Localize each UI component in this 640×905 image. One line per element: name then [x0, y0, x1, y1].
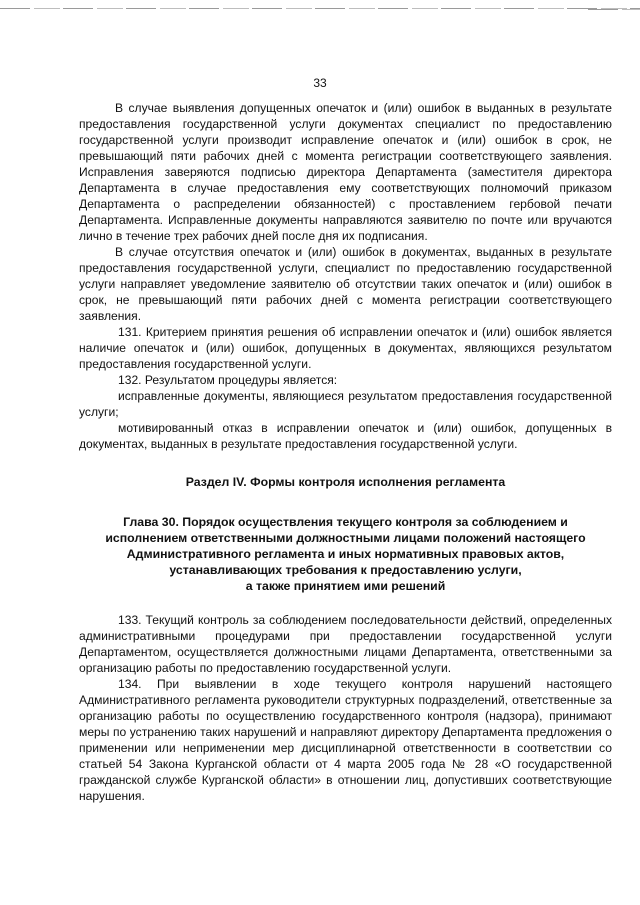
- paragraph-typo-correction: В случае выявления допущенных опечаток и (или) ошибок в выданных в результате предоставления государственной услуги документах специалист по предоставлению государственной услуги производит исправление опечаток и (или) ошибок в срок, не превышающий пяти рабочих дней с момента регистрации соответствующего заявления. Исправления заверяются подписью директора Департамента (заместителя директора Департамента в случае предоставления ему соответствующих полномочий приказом Департамента о распределении обязанностей) с проставлением гербовой печати Департамента. Исправленные документы направляются заявителю по почте или вручаются лично в течение трех рабочих дней после дня их подписания.: [79, 101, 612, 243]
- chapter-title-line: а также принятием ими решений: [245, 579, 446, 593]
- chapter-title: [79, 514, 612, 594]
- paragraph-item-133: 133. Текущий контроль за соблюдением последовательности действий, определенных административными процедурами при предоставлении государственной услуги Департаментом, осуществляется должностными лицами Департамента, ответственными за организацию работы по предоставлению государственной услуги.: [79, 613, 612, 675]
- scan-edge-line: [0, 8, 640, 9]
- chapter-title-line: исполнением ответственными должностными лицами положений настоящего: [105, 531, 586, 545]
- paragraph-result-refusal: мотивированный отказ в исправлении опечаток и (или) ошибок, допущенных в документах, выданных в результате предоставления государственной услуги.: [79, 421, 612, 451]
- paragraph-no-typos: В случае отсутствия опечаток и (или) ошибок в документах, выданных в результате предоставления государственной услуги, специалист по предоставлению государственной услуги направляет уведомление заявителю об отсутствии таких опечаток и (или) ошибок в срок, не превышающий пяти рабочих дней с момента регистрации соответствующего заявления.: [79, 245, 612, 323]
- scan-edge-line-right: [588, 9, 640, 10]
- section-title: Раздел IV. Формы контроля исполнения регламента: [185, 475, 506, 489]
- document-body: [79, 100, 612, 804]
- page-number: 33: [313, 76, 327, 90]
- paragraph-item-131: 131. Критерием принятия решения об исправлении опечаток и (или) ошибок является наличие опечаток и (или) ошибок, допущенных в документах, являющихся результатом предоставления государственной услуги.: [79, 325, 612, 371]
- chapter-title-line: Административного регламента и иных нормативных правовых актов,: [126, 547, 565, 561]
- chapter-title-line: Глава 30. Порядок осуществления текущего контроля за соблюдением и: [123, 515, 568, 529]
- paragraph-result-corrected: исправленные документы, являющиеся результатом предоставления государственной услуги;: [79, 389, 612, 419]
- chapter-title-line: устанавливающих требования к предоставлению услуги,: [169, 563, 522, 577]
- paragraph-item-134: 134. При выявлении в ходе текущего контроля нарушений настоящего Административного регламента руководители структурных подразделений, ответственные за организацию работы по осуществлению государственного контроля (надзора), принимают меры по устранению таких нарушений и направляют директору Департамента предложения о применении или неприменении мер дисциплинарной ответственности в соответствии со статьей 54 Закона Курганской области от 4 марта 2005 года № 28 «О государственной гражданской службе Курганской области» в отношении лиц, допустивших соответствующие нарушения.: [79, 677, 612, 803]
- paragraph-item-132: 132. Результатом процедуры является:: [118, 373, 338, 387]
